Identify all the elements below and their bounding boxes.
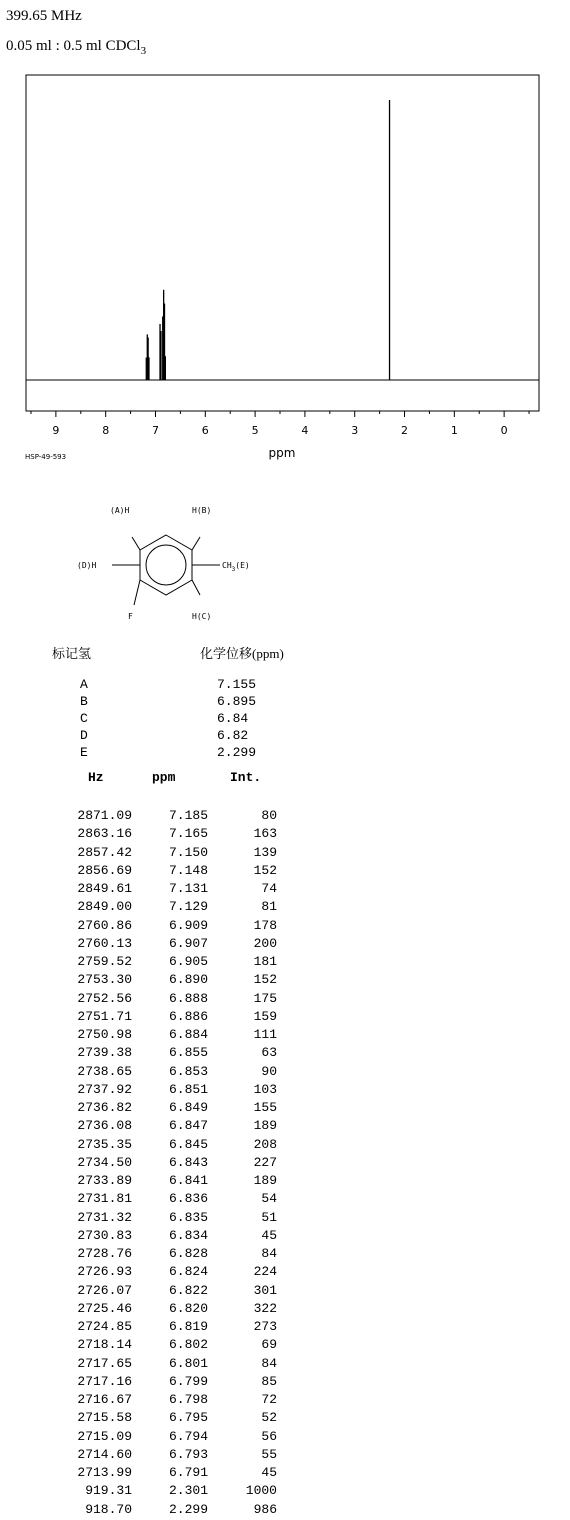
peak-ppm: 2.299 [168, 1501, 208, 1517]
peak-int: 52 [261, 1410, 277, 1426]
peak-hz: 2738.65 [77, 1063, 132, 1079]
peak-row [0, 1137, 300, 1155]
peak-ppm: 6.907 [168, 935, 208, 951]
peak-header-int: Int. [230, 770, 262, 785]
peak-ppm: 7.165 [168, 826, 208, 842]
peak-int: 273 [253, 1319, 277, 1334]
nmr-spectrum-chart [0, 0, 570, 470]
bond-c [192, 580, 200, 595]
peak-hz: 918.70 [85, 1501, 132, 1517]
x-tick-label: 9 [52, 424, 60, 437]
peak-int: 200 [253, 935, 277, 951]
peak-ppm: 6.819 [168, 1319, 208, 1334]
peak-hz: 2728.76 [77, 1246, 132, 1261]
label-e [222, 561, 250, 573]
spectrometer-frequency: 399.65 MHz [6, 8, 82, 24]
peak-ppm: 7.129 [168, 899, 208, 915]
peak-int: 111 [253, 1027, 277, 1042]
peak-row [0, 1283, 300, 1301]
peak-row [0, 863, 300, 881]
x-tick-label: 5 [251, 424, 259, 437]
peak-int: 178 [253, 917, 277, 933]
peak-int: 90 [261, 1063, 277, 1079]
x-tick-label: 7 [151, 424, 159, 437]
aromatic-circle [146, 545, 186, 585]
peak-row [0, 1173, 300, 1191]
peak-header-ppm: ppm [152, 770, 176, 785]
assignment-shift: 6.82 [217, 728, 249, 743]
peak-int: 54 [261, 1191, 277, 1207]
label-d: (D)H [77, 561, 97, 570]
peak-row [0, 1319, 300, 1337]
peak-hz: 2731.32 [77, 1209, 132, 1225]
label-e-ch: CH [222, 561, 232, 570]
peak-hz: 2760.13 [77, 935, 132, 951]
peak-row [0, 1356, 300, 1374]
bond-a [132, 537, 140, 550]
peak-int: 103 [253, 1081, 277, 1097]
molecule-structure [60, 495, 290, 630]
peak-ppm: 6.828 [168, 1246, 208, 1261]
peak-ppm: 6.801 [168, 1355, 208, 1371]
assignment-shift: 6.895 [217, 694, 257, 709]
peak-int: 322 [253, 1300, 277, 1316]
peak-row [0, 1429, 300, 1447]
peak-ppm: 6.855 [168, 1045, 208, 1061]
peak-row [0, 845, 300, 863]
peak-int: 45 [261, 1227, 277, 1243]
peak-ppm: 6.890 [168, 972, 208, 988]
peak-hz: 2715.09 [77, 1428, 132, 1444]
peak-ppm: 2.301 [168, 1483, 208, 1499]
peak-row [0, 1064, 300, 1082]
peak-int: 1000 [245, 1483, 277, 1499]
peak-hz: 2736.08 [77, 1118, 132, 1134]
peak-row [0, 936, 300, 954]
x-tick-label: 2 [401, 424, 409, 437]
peak-int: 227 [253, 1154, 277, 1170]
peak-ppm: 6.886 [168, 1008, 208, 1024]
peak-row [0, 954, 300, 972]
assignment-header-shift: 化学位移(ppm) [200, 646, 284, 661]
x-axis-tick-labels [52, 424, 507, 437]
x-tick-label: 6 [201, 424, 209, 437]
peak-hz: 2751.71 [77, 1008, 132, 1024]
peak-hz: 2857.42 [77, 844, 132, 860]
peak-hz: 2717.16 [77, 1373, 132, 1389]
peak-int: 55 [261, 1446, 277, 1462]
peak-ppm: 7.185 [168, 808, 208, 823]
peak-int: 155 [253, 1100, 277, 1115]
peak-int: 69 [261, 1337, 277, 1353]
peak-hz: 2715.58 [77, 1410, 132, 1426]
peak-hz: 2750.98 [77, 1027, 132, 1042]
peak-int: 181 [253, 954, 277, 969]
peak-header-hz: Hz [88, 770, 104, 785]
peak-hz: 2849.61 [77, 881, 132, 896]
peak-ppm: 6.791 [168, 1465, 208, 1480]
peak-ppm: 6.843 [168, 1154, 208, 1170]
sample-id: HSP-49-593 [25, 453, 67, 461]
peak-ppm: 7.150 [168, 844, 208, 860]
peak-hz: 2717.65 [77, 1355, 132, 1371]
peak-hz: 2713.99 [77, 1465, 132, 1480]
peak-int: 224 [253, 1264, 277, 1280]
peak-row [0, 1246, 300, 1264]
peak-hz: 2871.09 [77, 808, 132, 823]
peak-row [0, 1082, 300, 1100]
label-f: F [128, 612, 133, 621]
peak-int: 139 [253, 844, 277, 860]
solvent-subscript: 3 [140, 45, 147, 57]
peak-ppm: 6.798 [168, 1392, 208, 1407]
peak-int: 56 [261, 1428, 277, 1444]
peak-ppm: 6.794 [168, 1428, 208, 1444]
peak-ppm: 6.802 [168, 1337, 208, 1353]
peak-row [0, 991, 300, 1009]
peak-ppm: 6.795 [168, 1410, 208, 1426]
peak-int: 51 [261, 1209, 277, 1225]
peak-row [0, 808, 300, 826]
peak-hz: 2731.81 [77, 1191, 132, 1207]
peak-ppm: 6.849 [168, 1100, 208, 1115]
peak-int: 208 [253, 1136, 277, 1152]
peak-ppm: 6.824 [168, 1264, 208, 1280]
peak-hz: 2726.07 [77, 1282, 132, 1298]
peak-ppm: 6.888 [168, 990, 208, 1006]
peak-int: 163 [253, 826, 277, 842]
peak-ppm: 6.836 [168, 1191, 208, 1207]
peak-hz: 2734.50 [77, 1154, 132, 1170]
peak-row [0, 1410, 300, 1428]
peak-row [0, 1009, 300, 1027]
peak-hz: 2759.52 [77, 954, 132, 969]
peak-ppm: 6.909 [168, 917, 208, 933]
peak-int: 72 [261, 1392, 277, 1407]
peak-int: 189 [253, 1118, 277, 1134]
peak-int: 152 [253, 972, 277, 988]
peak-row [0, 1191, 300, 1209]
peak-row [0, 1502, 300, 1520]
peak-ppm: 6.841 [168, 1173, 208, 1188]
peak-ppm: 6.845 [168, 1136, 208, 1152]
peak-int: 80 [261, 808, 277, 823]
x-axis-label: ppm [268, 446, 296, 460]
label-e-sub: 3 [231, 566, 236, 573]
x-tick-label: 8 [102, 424, 110, 437]
peak-int: 84 [261, 1355, 277, 1371]
bond-b [192, 537, 200, 550]
peak-hz: 2718.14 [77, 1337, 132, 1353]
peak-ppm: 6.835 [168, 1209, 208, 1225]
label-c: H(C) [192, 612, 212, 621]
peak-int: 84 [261, 1246, 277, 1261]
peak-hz: 2726.93 [77, 1264, 132, 1280]
x-axis-ticks [31, 411, 529, 417]
peak-row [0, 1392, 300, 1410]
peak-hz: 2730.83 [77, 1227, 132, 1243]
peak-int: 85 [261, 1373, 277, 1389]
peak-int: 189 [253, 1173, 277, 1188]
peak-row [0, 1228, 300, 1246]
peak-row [0, 1465, 300, 1483]
peak-row [0, 826, 300, 844]
peak-hz: 2739.38 [77, 1045, 132, 1061]
peak-row [0, 1301, 300, 1319]
assignment-label: B [80, 694, 88, 709]
plot-frame [26, 75, 539, 411]
peak-int: 175 [253, 990, 277, 1006]
benzene-ring [140, 535, 192, 595]
assignment-header-label: 标记氢 [52, 646, 92, 661]
peak-hz: 2733.89 [77, 1173, 132, 1188]
label-a: (A)H [110, 506, 130, 515]
peak-int: 74 [261, 881, 277, 896]
label-b: H(B) [192, 506, 212, 515]
assignment-shift: 2.299 [217, 745, 257, 760]
peak-hz: 2725.46 [77, 1300, 132, 1316]
peak-hz: 2716.67 [77, 1392, 132, 1407]
peak-row [0, 1264, 300, 1282]
peak-ppm: 6.799 [168, 1373, 208, 1389]
spectrum-peaks [146, 100, 389, 380]
peak-row [0, 1045, 300, 1063]
peak-hz: 2752.56 [77, 990, 132, 1006]
peak-hz: 2856.69 [77, 862, 132, 878]
peak-row [0, 899, 300, 917]
assignment-label: E [80, 745, 88, 760]
peak-hz: 2737.92 [77, 1081, 132, 1097]
peak-int: 81 [261, 899, 277, 915]
x-tick-label: 1 [450, 424, 458, 437]
peak-row [0, 881, 300, 899]
x-tick-label: 4 [301, 424, 309, 437]
assignment-shift: 6.84 [217, 711, 249, 726]
peak-row [0, 1337, 300, 1355]
peak-int: 63 [261, 1045, 277, 1061]
assignment-label: A [80, 677, 88, 692]
peak-int: 152 [253, 862, 277, 878]
peak-row [0, 1210, 300, 1228]
peak-int: 301 [253, 1282, 277, 1298]
peak-row [0, 1100, 300, 1118]
peak-int: 159 [253, 1008, 277, 1024]
peak-int: 986 [253, 1501, 277, 1517]
peak-hz: 919.31 [85, 1483, 132, 1499]
peak-ppm: 6.820 [168, 1300, 208, 1316]
peak-row [0, 972, 300, 990]
peak-hz: 2863.16 [77, 826, 132, 842]
peak-ppm: 6.853 [168, 1063, 208, 1079]
peak-ppm: 7.148 [168, 862, 208, 878]
peak-ppm: 6.822 [168, 1282, 208, 1298]
peak-ppm: 6.905 [168, 954, 208, 969]
peak-row [0, 1447, 300, 1465]
peak-row [0, 1155, 300, 1173]
peak-ppm: 6.834 [168, 1227, 208, 1243]
label-e-tag: (E) [235, 561, 250, 570]
peak-hz: 2736.82 [77, 1100, 132, 1115]
peak-hz: 2760.86 [77, 917, 132, 933]
x-tick-label: 0 [500, 424, 508, 437]
peak-ppm: 6.793 [168, 1446, 208, 1462]
peak-row [0, 1118, 300, 1136]
x-tick-label: 3 [351, 424, 359, 437]
peak-row [0, 918, 300, 936]
peak-ppm: 6.884 [168, 1027, 208, 1042]
peak-row [0, 1027, 300, 1045]
peak-hz: 2849.00 [77, 899, 132, 915]
assignment-label: D [80, 728, 88, 743]
peak-row [0, 1374, 300, 1392]
assignment-shift: 7.155 [217, 677, 257, 692]
solvent-text: 0.05 ml : 0.5 ml CDCl [6, 38, 141, 54]
peak-row [0, 1483, 300, 1501]
peak-ppm: 6.851 [168, 1081, 208, 1097]
assignment-label: C [80, 711, 88, 726]
peak-hz: 2753.30 [77, 972, 132, 988]
peak-hz: 2714.60 [77, 1446, 132, 1462]
peak-int: 45 [261, 1465, 277, 1480]
peak-hz: 2724.85 [77, 1319, 132, 1334]
peak-hz: 2735.35 [77, 1136, 132, 1152]
peak-ppm: 7.131 [168, 881, 208, 896]
bond-f [134, 580, 140, 605]
peak-ppm: 6.847 [168, 1118, 208, 1134]
